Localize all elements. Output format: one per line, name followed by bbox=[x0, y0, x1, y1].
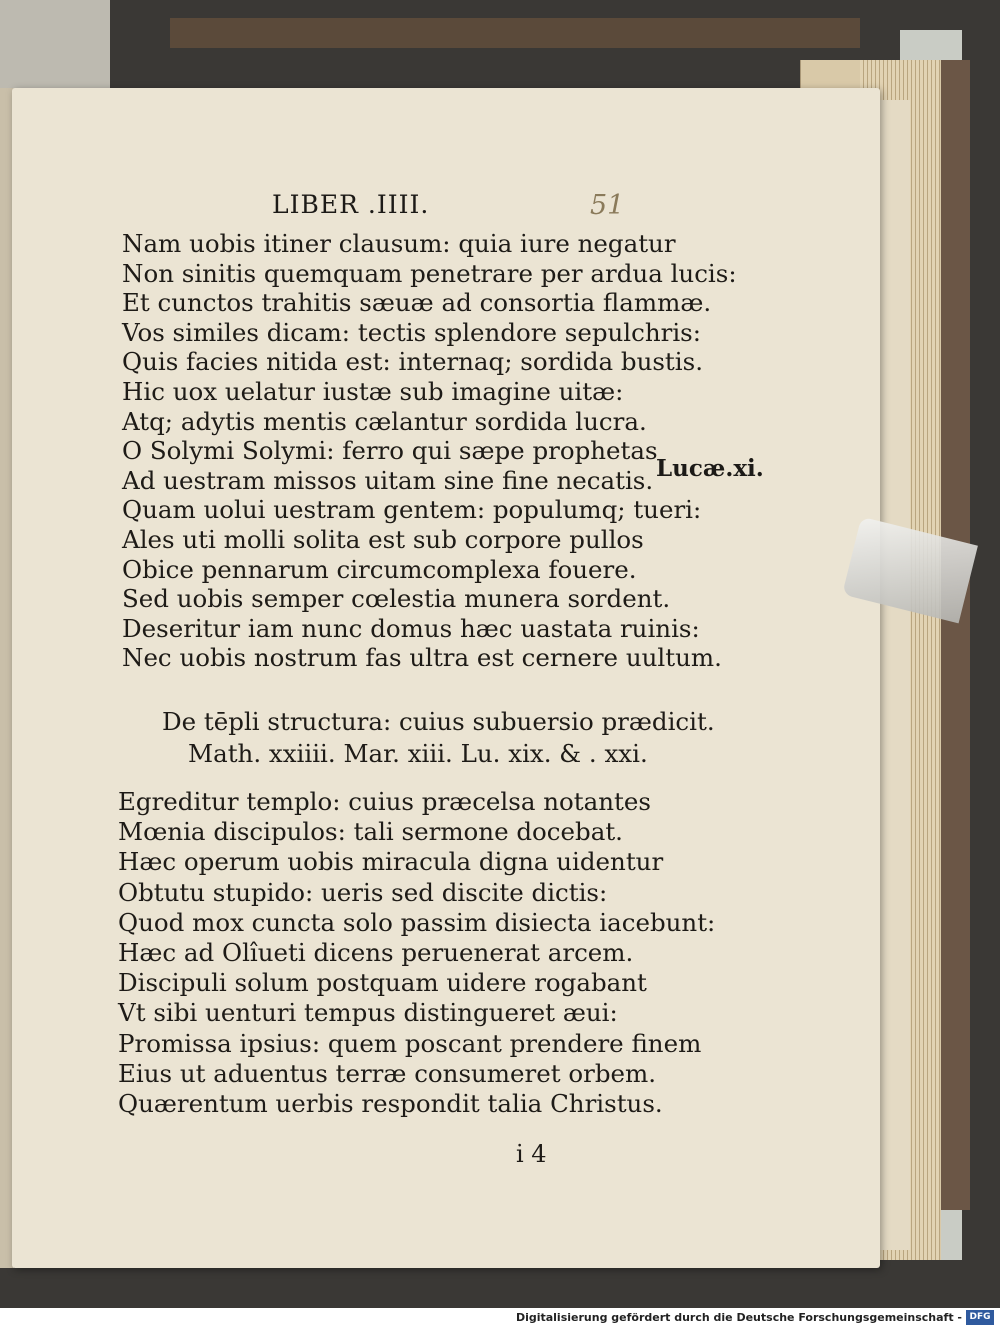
verse-line: Ales uti molli solita est sub corpore pullos bbox=[122, 525, 644, 554]
section-heading: De tēpli structura: cuius subuersio prædicit. bbox=[162, 707, 715, 736]
marginal-note: Lucæ.xi. bbox=[656, 455, 764, 482]
verse-line: Obice pennarum circumcomplexa fouere. bbox=[122, 554, 637, 584]
verse-line: Hæc operum uobis miracula digna uidentur bbox=[118, 847, 664, 877]
verse-line: Deseritur iam nunc domus hæc uastata ruinis: bbox=[122, 613, 700, 643]
verse-line: O Solymi Solymi: ferro qui sæpe prophetas bbox=[122, 436, 658, 466]
verse-line: Vos similes dicam: tectis splendore sepulchris: bbox=[122, 317, 702, 347]
verse-line: Atq; adytis mentis cælantur sordida lucra. bbox=[122, 406, 647, 436]
verse-line: Nam uobis itiner clausum: quia iure negatur bbox=[122, 229, 676, 258]
verse-line: Obtutu stupido: ueris sed discite dictis: bbox=[118, 877, 608, 907]
dfg-logo-icon: DFG bbox=[966, 1310, 994, 1325]
verse-line: Promissa ipsius: quem poscant prendere finem bbox=[118, 1028, 702, 1058]
book-cover-top bbox=[170, 18, 860, 48]
running-head: LIBER .IIII. bbox=[272, 190, 430, 219]
verse-line: Nec uobis nostrum fas ultra est cernere uultum. bbox=[122, 643, 722, 673]
adjacent-paper bbox=[0, 0, 110, 90]
footer-credit: Digitalisierung gefördert durch die Deutsche Forschungsgemeinschaft - bbox=[515, 1311, 962, 1324]
verse-line: Quam uolui uestram gentem: populumq; tueri: bbox=[122, 495, 702, 525]
section-references: Math. xxiiii. Mar. xiii. Lu. xix. & . xxi. bbox=[188, 739, 648, 768]
verse-line: Et cunctos trahitis sæuæ ad consortia flammæ. bbox=[122, 288, 712, 318]
footer-bar bbox=[0, 1308, 1000, 1328]
verse-line: Quærentum uerbis respondit talia Christus. bbox=[118, 1089, 663, 1118]
verse-line: Eius ut aduentus terræ consumeret orbem. bbox=[118, 1058, 657, 1088]
verse-line: Hæc ad Olîueti dicens peruenerat arcem. bbox=[118, 938, 634, 967]
signature-mark: i 4 bbox=[516, 1140, 547, 1168]
verse-line: Hic uox uelatur iustæ sub imagine uitæ: bbox=[122, 377, 624, 406]
verse-line: Mœnia discipulos: tali sermone docebat. bbox=[118, 817, 623, 847]
verse-line: Discipuli solum postquam uidere rogabant bbox=[118, 968, 647, 998]
verse-line: Egreditur templo: cuius præcelsa notantes bbox=[118, 787, 651, 816]
verse-line: Vt sibi uenturi tempus distingueret æui: bbox=[118, 998, 618, 1028]
verse-line: Quis facies nitida est: internaq; sordida bustis. bbox=[122, 347, 703, 377]
verse-line: Quod mox cuncta solo passim disiecta iacebunt: bbox=[118, 907, 716, 937]
verse-line: Non sinitis quemquam penetrare per ardua lucis: bbox=[122, 258, 737, 288]
folio-number: 51 bbox=[590, 190, 625, 221]
verse-line: Sed uobis semper cœlestia munera sordent. bbox=[122, 584, 671, 614]
verse-line: Ad uestram missos uitam sine fine necatis. bbox=[122, 465, 654, 495]
